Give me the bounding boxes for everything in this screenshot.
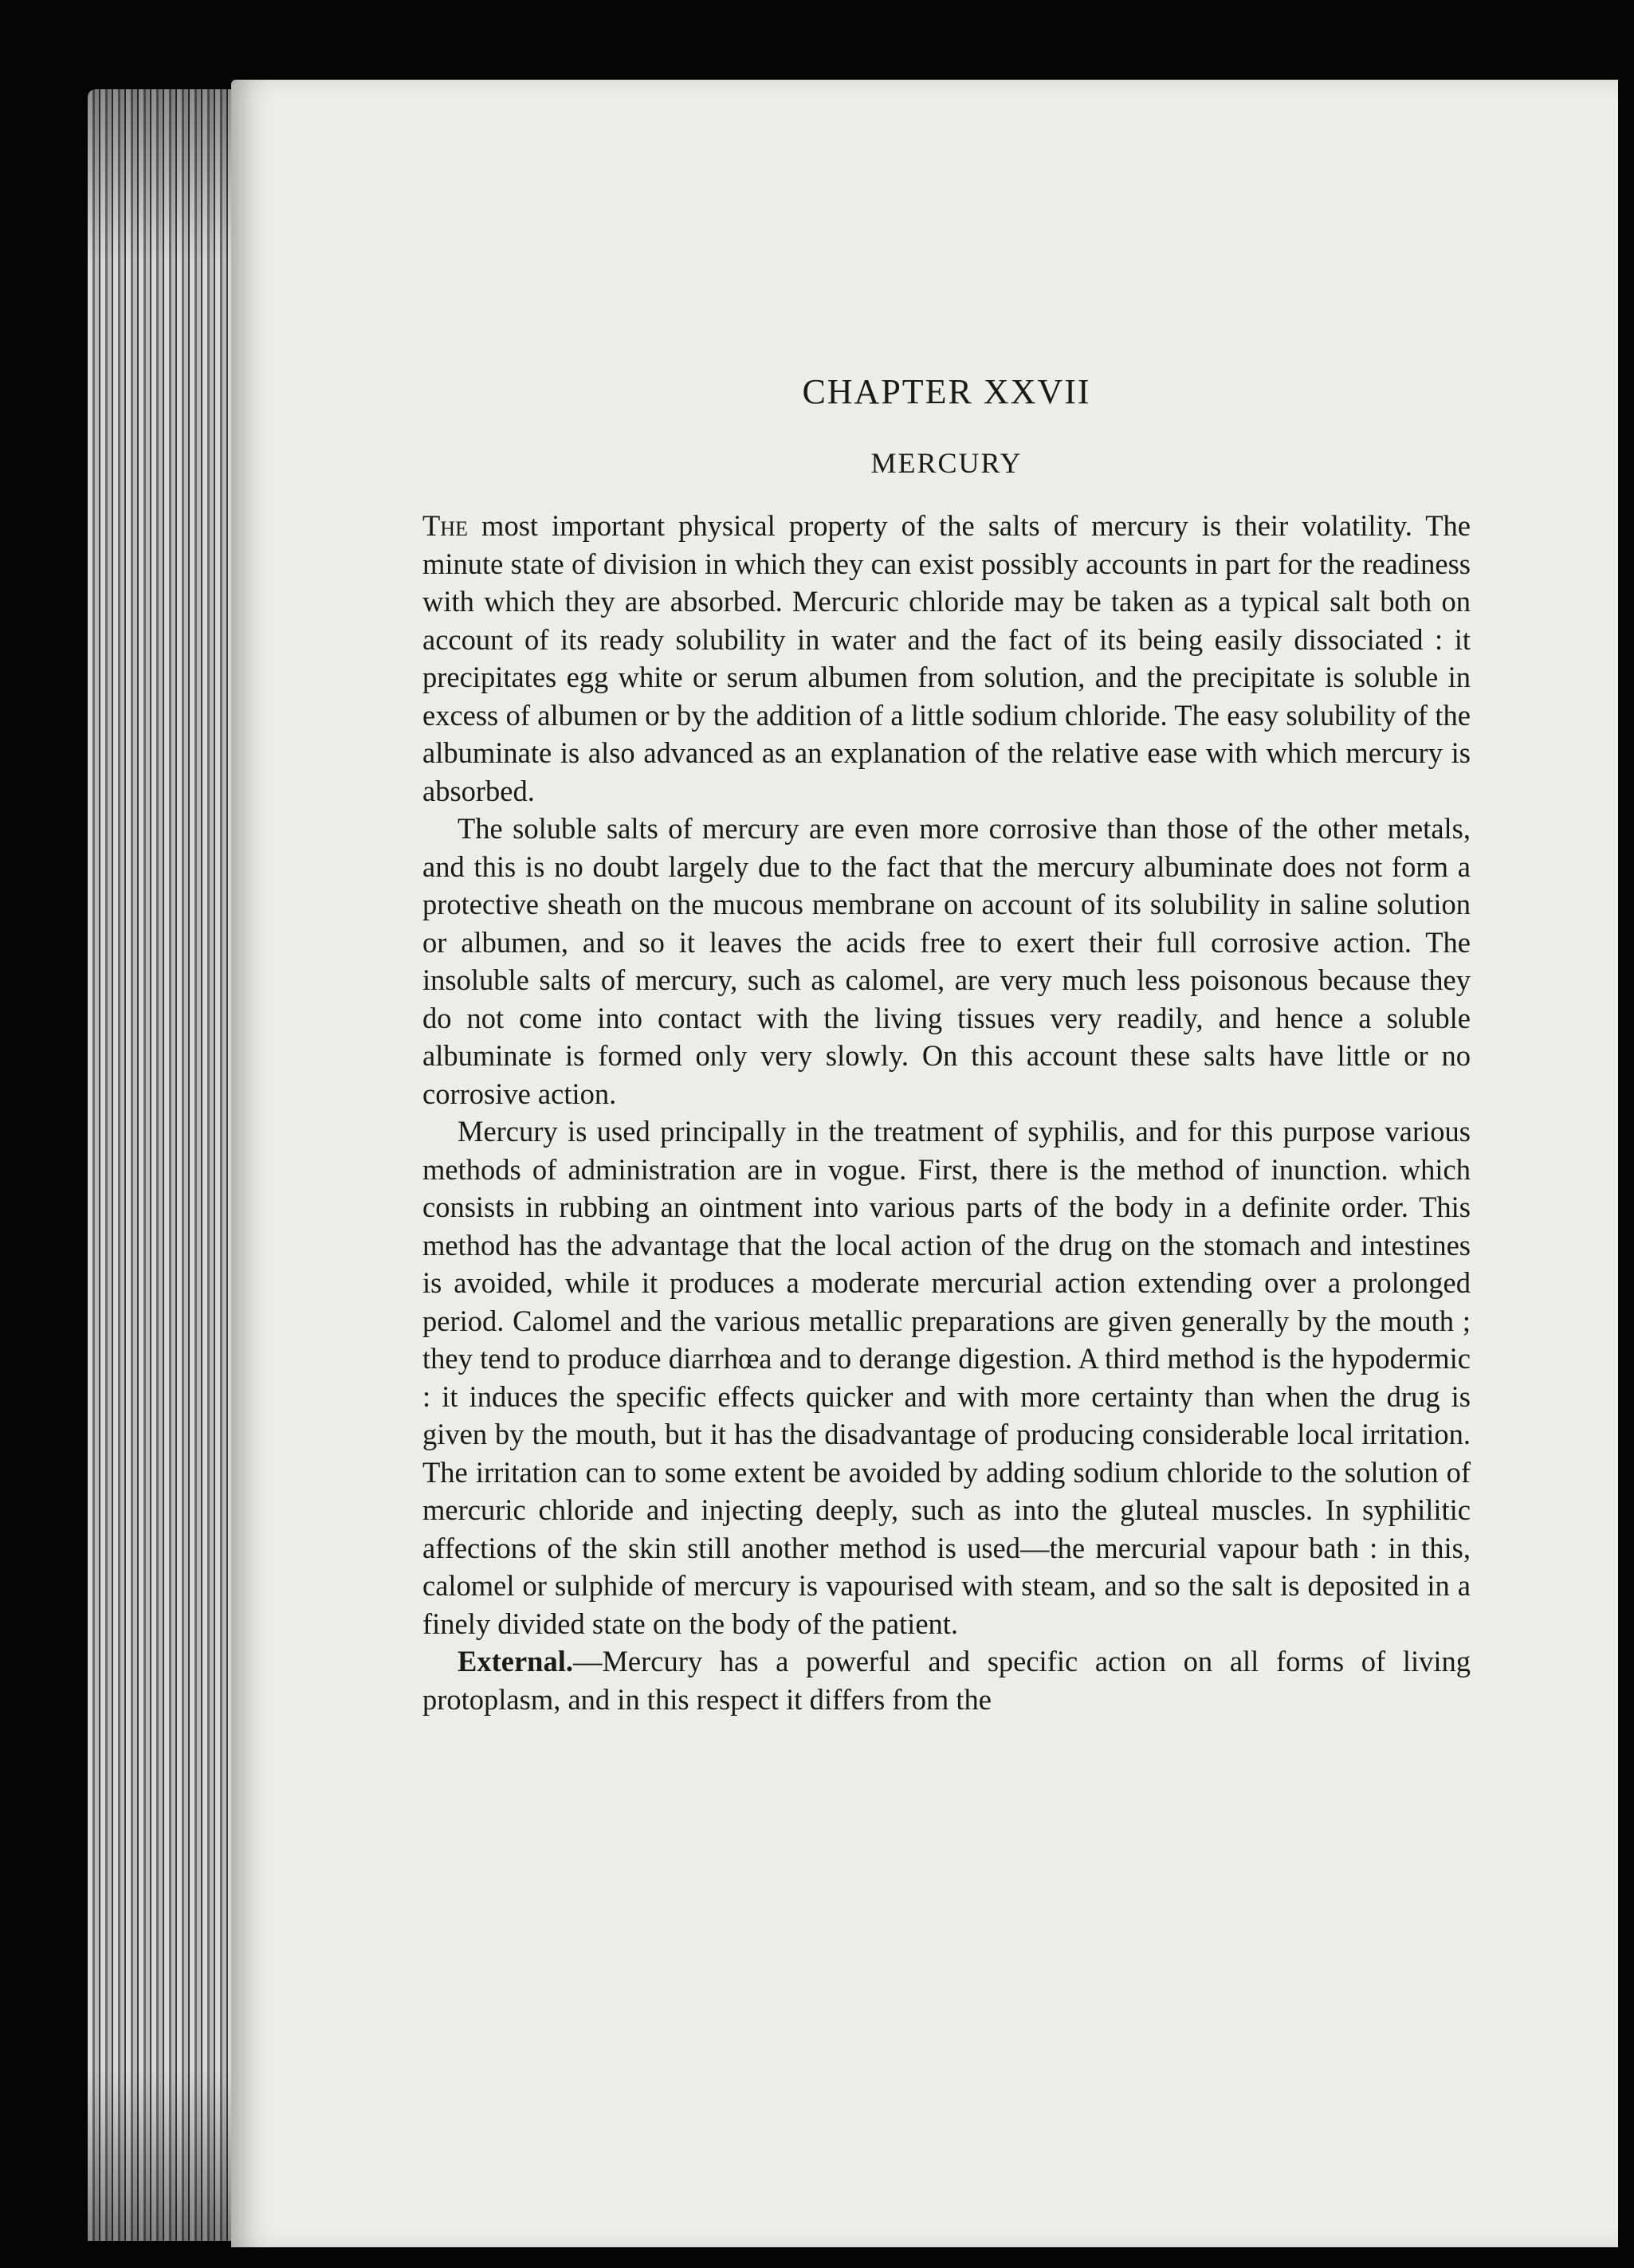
paragraph-3-text: Mercury is used principally in the treatment of syphilis, and for this purpose various methods of administration are in vogue. First, there is the method of inunction. which consists in rubbing an ointment into various parts of the body in a definite order. This method has the advantage that the local action of the drug on the stomach and intestines is avoided, while it produces a moderate mercurial action extending over a prolonged period. Calomel and the various metallic preparations are given generally by the mouth ; they tend to produce diarrhœa and to derange digestion. A third method is the hypodermic : it induces the specific effects quicker and with more certainty than when the drug is given by the mouth, but it has the disadvantage of producing considerable local irritation. The irritation can to some extent be avoided by adding sodium chloride to the solution of mercuric chloride and injecting deeply, such as into the gluteal muscles. In syphilitic affections of the skin still another method is used—the mercurial vapour bath : in this, calomel or sulphide of mercury is vapourised with steam, and so the salt is deposited in a finely divided state on the body of the patient.: [422, 1115, 1471, 1640]
paragraph-2: [422, 810, 1471, 1112]
paragraph-4: [422, 1642, 1471, 1718]
chapter-heading: CHAPTER XXVII: [802, 372, 1091, 411]
paragraph-1-text: most important physical property of the salts of mercury is their volatility. The minute state of division in which they can exist possibly accounts in part for the readiness with which they are absorbed. Mercuric chloride may be taken as a typical salt both on account of its ready solubility in water and the fact of its being easily dissociated : it precipitates egg white or serum albumen from solution, and the precipitate is soluble in excess of albumen or by the addition of a little sodium chloride. The easy solubility of the albuminate is also advanced as an explanation of the relative ease with which mercury is absorbed.: [422, 509, 1471, 807]
paragraph-4-lead: External.: [458, 1645, 573, 1677]
paragraph-4-text: —Mercury has a powerful and specific action on all forms of living protoplasm, and in this respect it differs from the: [422, 1645, 1471, 1716]
page-text-block: [422, 368, 1471, 1718]
paragraph-1-lead: The: [422, 509, 468, 542]
section-heading: MERCURY: [870, 447, 1023, 479]
book-page: [231, 80, 1618, 2247]
paragraph-1: [422, 507, 1471, 810]
paragraph-2-text: The soluble salts of mercury are even more corrosive than those of the other metals, and this is no doubt largely due to the fact that the mercury albuminate does not form a protective sheath on the mucous membrane on account of its solubility in saline solution or albumen, and so it leaves the acids free to exert their full corrosive action. The insoluble salts of mercury, such as calomel, are very much less poisonous because they do not come into contact with the living tissues very readily, and hence a soluble albuminate is formed only very slowly. On this account these salts have little or no corrosive action.: [422, 812, 1471, 1110]
page-edges-stack: [88, 89, 239, 2241]
paragraph-3: [422, 1112, 1471, 1642]
